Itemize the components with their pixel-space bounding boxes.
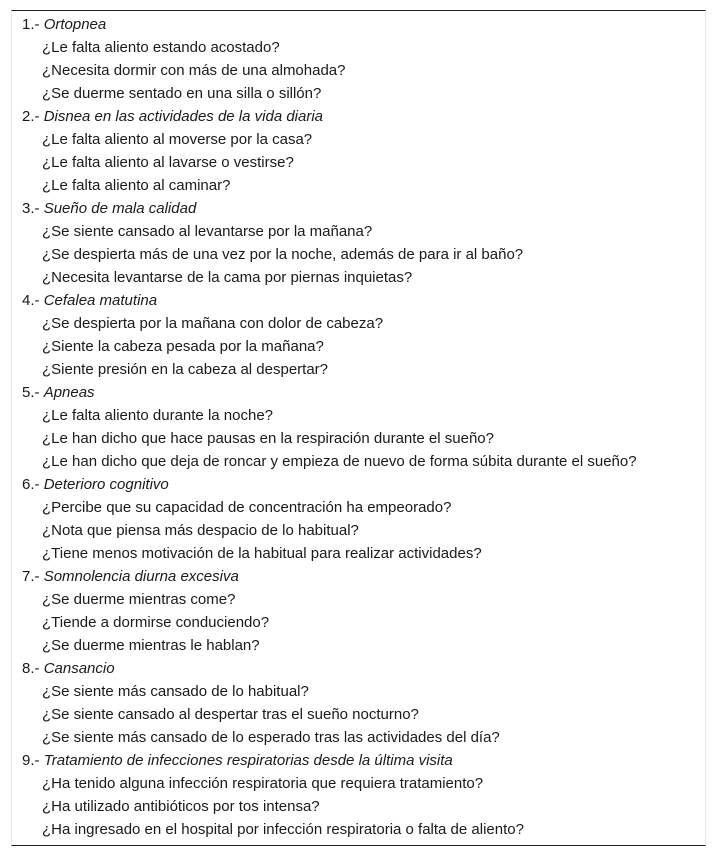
section-number: 4.- (22, 292, 40, 309)
section-number: 8.- (22, 660, 40, 677)
question-item: ¿Se duerme mientras le hablan? (42, 637, 260, 654)
section-fatigue (12, 657, 705, 749)
section-number: 7.- (22, 568, 40, 585)
section-title: Sueño de mala calidad (43, 200, 197, 217)
section-heading (12, 657, 705, 680)
question-item: ¿Se despierta más de una vez por la noche, además de para ir al baño? (42, 246, 524, 263)
question-item: ¿Se duerme sentado en una silla o sillón? (42, 85, 322, 102)
section-morning-headache (12, 289, 705, 381)
question-item: ¿Le han dicho que deja de roncar y empieza de nuevo de forma súbita durante el sueño? (42, 453, 637, 470)
section-orthopnea (12, 13, 705, 105)
section-cognitive-decline (12, 473, 705, 565)
question-item: ¿Le falta aliento estando acostado? (42, 39, 280, 56)
question-item: ¿Se siente más cansado de lo habitual? (42, 683, 309, 700)
section-heading (12, 13, 705, 36)
questionnaire-table (11, 10, 706, 846)
section-title: Somnolencia diurna excesiva (43, 568, 239, 585)
section-number: 3.- (22, 200, 40, 217)
section-title: Cefalea matutina (43, 292, 158, 309)
section-heading (12, 565, 705, 588)
section-title: Deterioro cognitivo (43, 476, 169, 493)
section-number: 6.- (22, 476, 40, 493)
question-item: ¿Le falta aliento al moverse por la casa? (42, 131, 313, 148)
section-title: Tratamiento de infecciones respiratorias desde la última visita (43, 752, 453, 769)
section-title: Cansancio (43, 660, 115, 677)
question-item: ¿Ha utilizado antibióticos por tos intensa? (42, 798, 320, 815)
section-heading (12, 473, 705, 496)
question-item: ¿Necesita dormir con más de una almohada? (42, 62, 346, 79)
question-item: ¿Siente presión en la cabeza al despertar? (42, 361, 329, 378)
section-number: 5.- (22, 384, 40, 401)
section-number: 2.- (22, 108, 40, 125)
section-poor-sleep (12, 197, 705, 289)
section-title: Disnea en las actividades de la vida diaria (43, 108, 324, 125)
section-number: 9.- (22, 752, 40, 769)
question-item: ¿Se siente más cansado de lo esperado tras las actividades del día? (42, 729, 500, 746)
section-apneas (12, 381, 705, 473)
question-item: ¿Le falta aliento al caminar? (42, 177, 231, 194)
section-heading (12, 197, 705, 220)
section-heading (12, 749, 705, 772)
question-item: ¿Se siente cansado al levantarse por la mañana? (42, 223, 373, 240)
question-item: ¿Tiende a dormirse conduciendo? (42, 614, 270, 631)
question-item: ¿Tiene menos motivación de la habitual para realizar actividades? (42, 545, 482, 562)
question-item: ¿Siente la cabeza pesada por la mañana? (42, 338, 324, 355)
question-item: ¿Le falta aliento durante la noche? (42, 407, 273, 424)
section-title: Apneas (43, 384, 95, 401)
section-heading (12, 289, 705, 312)
section-daily-dyspnea (12, 105, 705, 197)
question-item: ¿Ha ingresado en el hospital por infección respiratoria o falta de aliento? (42, 821, 524, 838)
question-item: ¿Le falta aliento al lavarse o vestirse? (42, 154, 294, 171)
question-item: ¿Necesita levantarse de la cama por piernas inquietas? (42, 269, 413, 286)
question-item: ¿Le han dicho que hace pausas en la respiración durante el sueño? (42, 430, 494, 447)
question-item: ¿Ha tenido alguna infección respiratoria que requiera tratamiento? (42, 775, 484, 792)
section-number: 1.- (22, 16, 40, 33)
question-item: ¿Nota que piensa más despacio de lo habitual? (42, 522, 359, 539)
question-item: ¿Percibe que su capacidad de concentración ha empeorado? (42, 499, 452, 516)
section-daytime-sleepiness (12, 565, 705, 657)
question-item: ¿Se despierta por la mañana con dolor de cabeza? (42, 315, 384, 332)
question-item: ¿Se duerme mientras come? (42, 591, 236, 608)
section-respiratory-infections (12, 749, 705, 841)
section-heading (12, 381, 705, 404)
question-item: ¿Se siente cansado al despertar tras el sueño nocturno? (42, 706, 419, 723)
section-heading (12, 105, 705, 128)
section-title: Ortopnea (43, 16, 107, 33)
